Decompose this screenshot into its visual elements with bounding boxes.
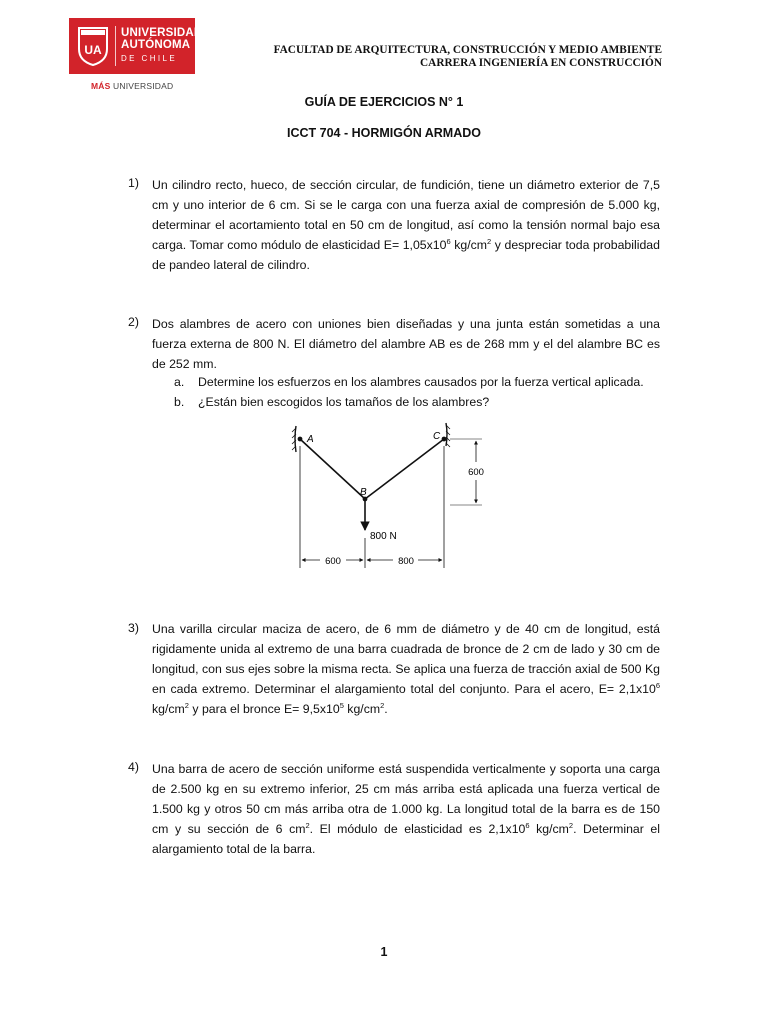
course-title: ICCT 704 - HORMIGÓN ARMADO xyxy=(287,126,481,140)
label-point-a: A xyxy=(307,434,314,445)
span-right-label: 800 xyxy=(398,556,414,567)
problem-2-item-b: b. ¿Están bien escogidos los tamaños de los alambres? xyxy=(174,395,490,409)
logo-wordmark xyxy=(121,27,203,65)
joint-a xyxy=(298,437,303,442)
logo-tagline xyxy=(91,81,173,91)
label-point-c: C xyxy=(433,431,441,442)
tagline-strong: MÁS xyxy=(91,81,111,91)
guide-title: GUÍA DE EJERCICIOS N° 1 xyxy=(304,95,464,109)
wire-truss-figure xyxy=(290,418,490,578)
wire-bc xyxy=(365,439,444,499)
page-number: 1 xyxy=(380,945,388,959)
wire-ab xyxy=(300,439,365,499)
problem-4-number: 4) xyxy=(128,760,139,774)
problem-3-number: 3) xyxy=(128,621,139,635)
label-point-b: B xyxy=(360,487,367,498)
faculty-line-2: CARRERA INGENIERÍA EN CONSTRUCCIÓN xyxy=(420,57,662,69)
right-wall-support xyxy=(446,423,450,447)
joint-c xyxy=(442,437,447,442)
shield-icon xyxy=(77,25,109,67)
logo-line-1: UNIVERSIDAD xyxy=(121,27,203,39)
left-wall-support xyxy=(292,426,296,452)
load-label: 800 N xyxy=(370,531,397,542)
problem-1-text: Un cilindro recto, hueco, de sección circular, de fundición, tiene un diámetro exterior de 7,5 cm y uno interior de 6 cm. Si se le carga con una fuerza axial de compresión de 5.000 kg, determinar el acortamiento total en 50 cm de longitud, así como la tensión normal bajo esa carga. Tomar como módulo de elasticidad $E= 1,05x10^6$ $kg/cm^2$ y despreciar toda probabilidad de pandeo lateral de cilindro. xyxy=(152,178,660,272)
logo-divider xyxy=(115,26,116,66)
problem-3-text: Una varilla circular maciza de acero, de 6 mm de diámetro y de 40 cm de longitud, está rigidamente unida al extremo de una barra cuadrada de bronce de 2 cm de lado y 30 cm de longitud, con sus ejes sobre la misma recta. Se aplica una fuerza de tracción axial de 500 Kg en cada extremo. Determinar el alargamiento total del conjunto. Para el acero, $E= 2,1x10^6$ $kg/cm^2$ y para el bronce $E= 9,5x10^5$ $kg/cm^2$. xyxy=(152,622,660,716)
problem-2-item-a: a. Determine los esfuerzos en los alambres causados por la fuerza vertical aplicada. xyxy=(174,375,644,389)
tagline-rest: UNIVERSIDAD xyxy=(110,81,174,91)
height-label: 600 xyxy=(468,467,484,478)
university-logo xyxy=(69,18,203,74)
problem-2-number: 2) xyxy=(128,315,139,329)
logo-line-2: AUTÓNOMA xyxy=(121,39,191,51)
problem-1-number: 1) xyxy=(128,176,139,190)
faculty-header xyxy=(274,44,662,70)
span-left-label: 600 xyxy=(325,556,341,567)
logo-badge-text: UA xyxy=(84,43,102,57)
logo-line-3: DE CHILE xyxy=(121,54,178,63)
faculty-line-1: FACULTAD DE ARQUITECTURA, CONSTRUCCIÓN Y MEDIO AMBIENTE xyxy=(273,44,662,56)
problem-4-text: Una barra de acero de sección uniforme está suspendida verticalmente y soporta una carga de 2.500 kg en su extremo inferior, 25 cm más arriba está aplicada una fuerza vertical de 1.500 kg y otros 50 cm más arriba otra de 1.000 kg. La longitud total de la barra es de 150 cm y su sección de 6 $cm^2$. El módulo de elasticidad es $2,1x10^6$ $kg/cm^2$. Determinar el alargamiento total de la barra. xyxy=(152,762,660,856)
problem-2-text: Dos alambres de acero con uniones bien diseñadas y una junta están sometidas a una fuerza externa de 800 N. El diámetro del alambre AB es de 268 mm y el del alambre BC es de 252 mm. xyxy=(152,317,660,371)
